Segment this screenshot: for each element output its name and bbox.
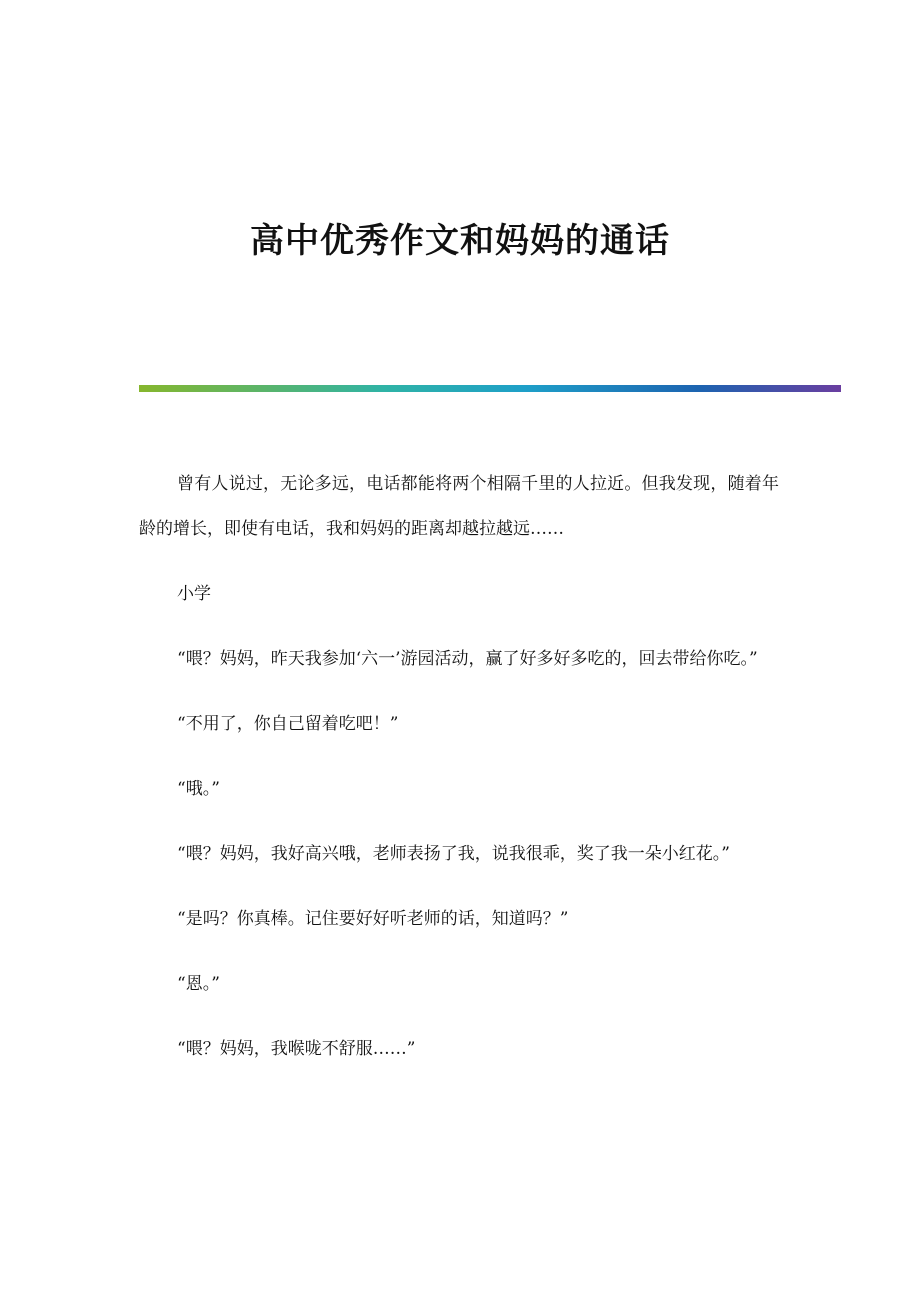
paragraph: “恩。”: [177, 974, 220, 994]
paragraph: 小学: [177, 584, 211, 604]
paragraph: “不用了，你自己留着吃吧！”: [177, 714, 399, 734]
document-title: 高中优秀作文和妈妈的通话: [250, 221, 670, 261]
paragraph: “喂？妈妈，我喉咙不舒服……”: [177, 1039, 416, 1059]
title-divider: [139, 385, 841, 392]
paragraph: 曾有人说过，无论多远，电话都能将两个相隔千里的人拉近。但我发现，随着年龄的增长，即使有电话，我和妈妈的距离却越拉越远……: [139, 474, 779, 539]
paragraph: “喂？妈妈，昨天我参加‘六一’游园活动，赢了好多好多吃的，回去带给你吃。”: [177, 649, 758, 669]
paragraph: “哦。”: [177, 779, 220, 799]
document-body: [139, 462, 779, 1092]
paragraph: “是吗？你真棒。记住要好好听老师的话，知道吗？”: [177, 909, 569, 929]
paragraph: “喂？妈妈，我好高兴哦，老师表扬了我，说我很乖，奖了我一朵小红花。”: [177, 844, 730, 864]
